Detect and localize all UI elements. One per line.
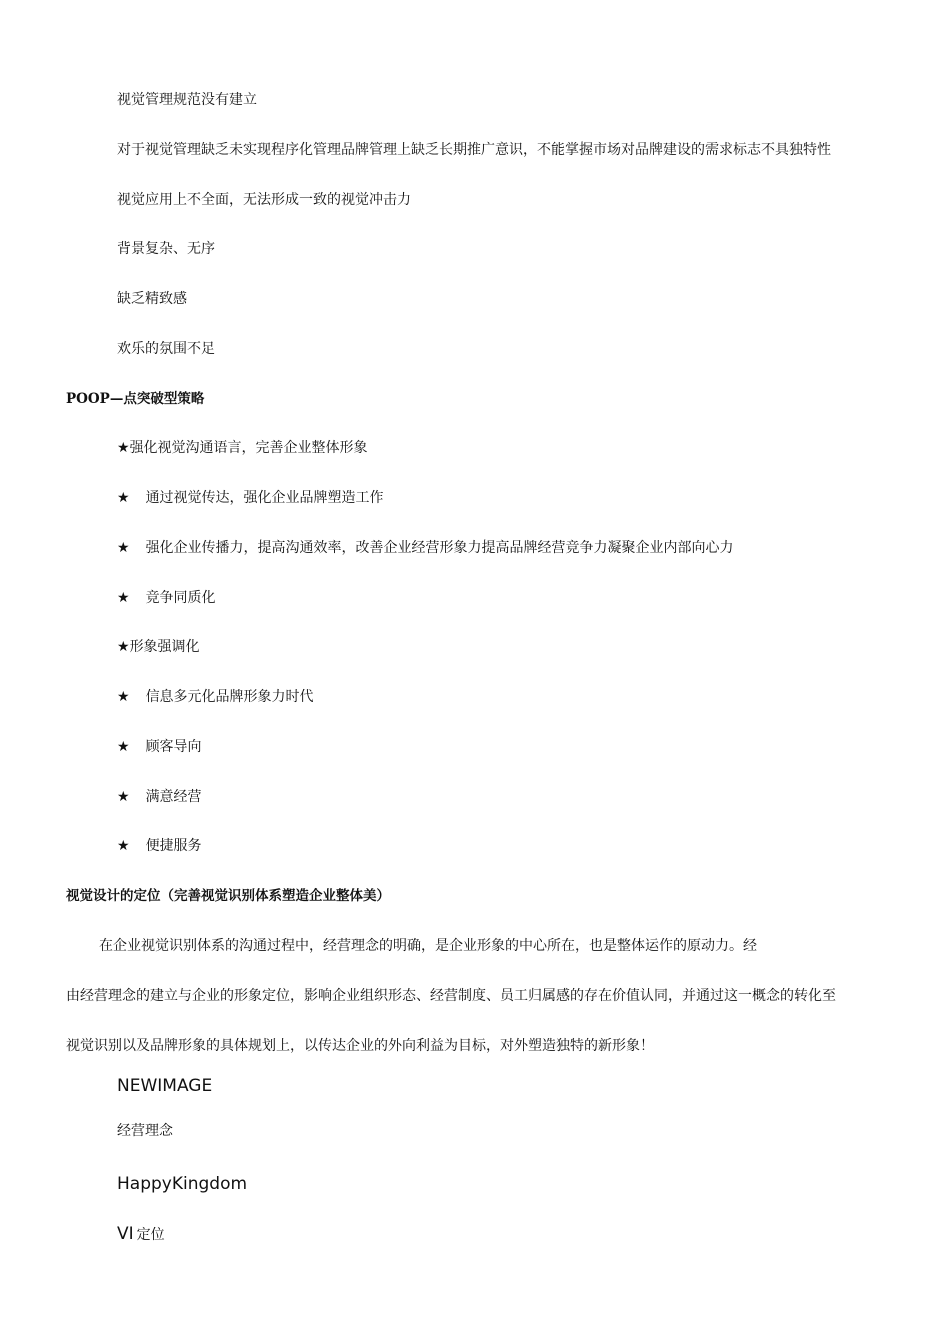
strategy-item — [117, 738, 202, 756]
strategy-item — [117, 788, 202, 806]
star-icon: ★ — [117, 440, 130, 456]
star-icon: ★ — [117, 639, 130, 655]
star-icon: ★ — [117, 590, 130, 606]
positioning-paragraph-line: 由经营理念的建立与企业的形象定位，影响企业组织形态、经营制度、员工归属感的存在价值认同，并通过这一概念的转化至 — [66, 988, 836, 1004]
strategy-item-text: 便捷服务 — [145, 838, 202, 854]
issue-line-3: 视觉应用上不全面，无法形成一致的视觉冲击力 — [117, 192, 411, 208]
strategy-item-text: 信息多元化品牌形象力时代 — [145, 689, 314, 705]
strategy-item-text: 强化企业传播力，提高沟通效率，改善企业经营形象力提高品牌经营竞争力凝聚企业内部向心力 — [145, 540, 734, 556]
star-icon: ★ — [117, 838, 130, 854]
issue-line-2: 对于视觉管理缺乏未实现程序化管理品牌管理上缺乏长期推广意识，不能掌握市场对品牌建设的需求标志不具独特性 — [117, 142, 831, 158]
star-icon: ★ — [117, 540, 130, 556]
issue-line-6: 欢乐的氛围不足 — [117, 341, 215, 357]
strategy-item — [117, 539, 734, 557]
strategy-item — [117, 688, 314, 706]
strategy-item — [117, 439, 368, 457]
strategy-item-text: 顾客导向 — [145, 739, 202, 755]
vi-suffix: 定位 — [136, 1227, 165, 1243]
strategy-item-text: 强化视觉沟通语言，完善企业整体形象 — [129, 440, 368, 456]
happy-kingdom-label: HappyKingdom — [117, 1174, 248, 1194]
strategy-heading: POOP—点突破型策略 — [66, 391, 205, 407]
issue-line-1: 视觉管理规范没有建立 — [117, 92, 257, 108]
strategy-item-text: 形象强调化 — [129, 639, 200, 655]
issue-line-4: 背景复杂、无序 — [117, 241, 215, 257]
positioning-paragraph-line: 在企业视觉识别体系的沟通过程中，经营理念的明确，是企业形象的中心所在，也是整体运作的原动力。经 — [99, 938, 757, 954]
concept-label: 经营理念 — [117, 1123, 173, 1139]
new-image-label: NEWIMAGE — [117, 1076, 213, 1096]
strategy-item-text: 满意经营 — [145, 789, 202, 805]
vi-positioning-label — [117, 1223, 165, 1245]
strategy-item — [117, 837, 202, 855]
strategy-item — [117, 638, 200, 656]
strategy-item — [117, 489, 384, 507]
star-icon: ★ — [117, 739, 130, 755]
strategy-item-text: 通过视觉传达，强化企业品牌塑造工作 — [145, 490, 384, 506]
strategy-item-text: 竞争同质化 — [145, 590, 216, 606]
positioning-heading: 视觉设计的定位（完善视觉识别体系塑造企业整体美） — [66, 888, 390, 904]
issue-line-5: 缺乏精致感 — [117, 291, 187, 307]
star-icon: ★ — [117, 490, 130, 506]
vi-prefix: VI — [117, 1224, 134, 1244]
star-icon: ★ — [117, 789, 130, 805]
strategy-item — [117, 589, 216, 607]
positioning-paragraph-line: 视觉识别以及品牌形象的具体规划上，以传达企业的外向利益为目标，对外塑造独特的新形象！ — [66, 1038, 654, 1054]
star-icon: ★ — [117, 689, 130, 705]
